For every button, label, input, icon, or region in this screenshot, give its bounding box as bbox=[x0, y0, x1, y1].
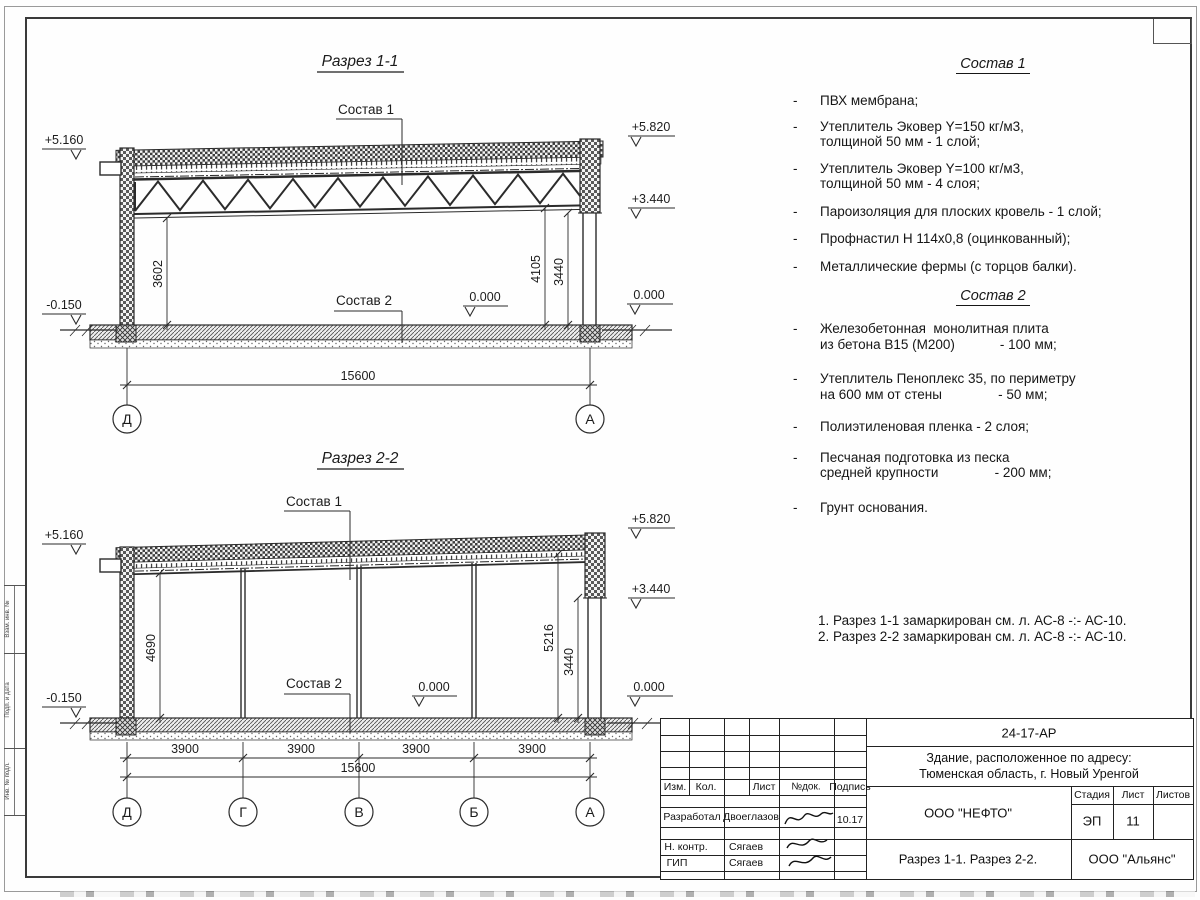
section2-columns bbox=[241, 563, 476, 718]
tb-sheets-label: Листов bbox=[1155, 789, 1191, 801]
dim-3900: 3900 bbox=[518, 742, 546, 756]
axis-bubble-d: Д bbox=[122, 804, 132, 820]
title-block bbox=[660, 718, 1194, 880]
axis-bubble-a: А bbox=[585, 804, 595, 820]
axis-bubble-g: Г bbox=[239, 804, 247, 820]
dim-15600: 15600 bbox=[340, 761, 376, 775]
tb-doc-number: 24-17-АР bbox=[1001, 725, 1057, 741]
section1-title: Разрез 1-1 bbox=[321, 53, 399, 70]
tb-stage-value: ЭП bbox=[1082, 813, 1102, 829]
section1-floor bbox=[60, 325, 672, 348]
section-2-2-drawing bbox=[30, 440, 680, 860]
tb-sheet-label: Лист bbox=[1121, 789, 1145, 801]
dim-3440: 3440 bbox=[552, 258, 566, 286]
list-item: - Утеплитель Эковер Y=100 кг/м3, толщиной 50 мм - 4 слоя; bbox=[793, 160, 1024, 191]
dim-3900: 3900 bbox=[287, 742, 315, 756]
list-item: - Полиэтиленовая пленка - 2 слоя; bbox=[793, 419, 1030, 434]
frame-left-cell bbox=[4, 586, 25, 654]
frame-left-label: Взам. инв. № bbox=[5, 599, 11, 638]
list-item: - ПВХ мембрана; bbox=[793, 93, 919, 108]
dim-3602: 3602 bbox=[151, 260, 165, 288]
dim-4690: 4690 bbox=[144, 634, 158, 662]
section1-roof bbox=[116, 141, 603, 180]
tb-object-line1: Здание, расположенное по адресу: bbox=[926, 751, 1132, 765]
composition-2-list bbox=[793, 288, 1193, 515]
elevation-mark: +5.160 bbox=[44, 133, 84, 147]
tb-col-izm: Изм. bbox=[663, 781, 687, 793]
section1-axis-bubbles bbox=[113, 392, 604, 433]
dim-15600: 15600 bbox=[340, 369, 376, 383]
elevation-mark: +5.820 bbox=[631, 512, 671, 526]
signature-razrabotal bbox=[781, 805, 835, 831]
frame-left-cell bbox=[4, 749, 25, 816]
note-line: 2. Разрез 2-2 замаркирован см. л. АС-8 -:- АС-10. bbox=[818, 629, 1127, 644]
elevation-mark: +5.160 bbox=[44, 528, 84, 542]
elevation-mark: +3.440 bbox=[631, 582, 671, 596]
axis-bubble-a: А bbox=[585, 411, 595, 427]
tb-col-ndok: №док. bbox=[791, 781, 821, 793]
tb-name: Сягаев bbox=[728, 857, 764, 869]
frame-left-cell bbox=[4, 654, 25, 749]
elevation-mark: 0.000 bbox=[469, 290, 501, 304]
tb-contractor: ООО "Альянс" bbox=[1088, 851, 1176, 867]
axis-bubble-b: Б bbox=[469, 804, 479, 820]
note-line: 1. Разрез 1-1 замаркирован см. л. АС-8 -:- АС-10. bbox=[818, 613, 1127, 628]
dim-5216: 5216 bbox=[542, 624, 556, 652]
section2-axis-bubbles bbox=[113, 766, 604, 826]
elevation-mark: 0.000 bbox=[633, 288, 665, 302]
elevation-mark: 0.000 bbox=[418, 680, 450, 694]
list-item: - Песчаная подготовка из песка средней крупности - 200 мм; bbox=[793, 449, 1052, 480]
elevation-mark: -0.150 bbox=[46, 298, 82, 312]
composition-1-list bbox=[793, 56, 1193, 274]
drawing-notes bbox=[818, 613, 1127, 645]
section1-sostav1-label: Состав 1 bbox=[338, 102, 394, 117]
axis-bubble-d: Д bbox=[122, 411, 132, 427]
list-item: - Утеплитель Эковер Y=150 кг/м3, толщиной 50 мм - 1 слой; bbox=[793, 118, 1024, 149]
section1-title-group bbox=[317, 53, 404, 72]
section2-dimensions bbox=[120, 550, 597, 792]
tb-object-line2: Тюменская область, г. Новый Уренгой bbox=[919, 767, 1139, 781]
tb-date: 10.17 bbox=[836, 814, 864, 826]
elevation-mark: 0.000 bbox=[633, 680, 665, 694]
section2-sostav2-label: Состав 2 bbox=[286, 676, 342, 691]
section2-floor bbox=[60, 718, 672, 740]
elevation-mark: -0.150 bbox=[46, 691, 82, 705]
tb-col-kol: Кол. bbox=[695, 781, 717, 793]
elevation-mark: +3.440 bbox=[631, 192, 671, 206]
section2-sostav1-label: Состав 1 bbox=[286, 494, 342, 509]
tb-role: ГИП bbox=[666, 857, 688, 869]
dim-3440: 3440 bbox=[562, 648, 576, 676]
signature-kontrol bbox=[781, 834, 835, 874]
sheet-corner-box bbox=[1153, 19, 1192, 44]
list-item: - Металлические фермы (с торцов балки). bbox=[793, 258, 1077, 274]
tb-drawing-name: Разрез 1-1. Разрез 2-2. bbox=[898, 851, 1038, 867]
list-item: - Профнастил Н 114х0,8 (оцинкованный); bbox=[793, 231, 1071, 246]
section2-leaders bbox=[284, 494, 350, 733]
tb-sheet-value: 11 bbox=[1126, 813, 1140, 829]
scan-artifact-strip bbox=[60, 891, 1195, 897]
frame-left-label: Подп. и дата bbox=[5, 682, 11, 718]
elevation-mark: +5.820 bbox=[631, 120, 671, 134]
tb-name: Двоеглазов bbox=[723, 811, 779, 823]
tb-stage-label: Стадия bbox=[1074, 789, 1110, 801]
dim-3900: 3900 bbox=[171, 742, 199, 756]
tb-role: Разработал bbox=[663, 811, 721, 823]
section1-truss bbox=[130, 173, 590, 218]
tb-company: ООО "НЕФТО" bbox=[924, 805, 1012, 821]
composition-2-title: Состав 2 bbox=[793, 288, 1193, 304]
tb-name: Сягаев bbox=[728, 841, 764, 853]
frame-left-label: Инв. № подл. bbox=[5, 762, 11, 800]
list-item: - Грунт основания. bbox=[793, 499, 928, 515]
list-item: - Пароизоляция для плоских кровель - 1 слой; bbox=[793, 203, 1102, 219]
axis-bubble-b2: В bbox=[354, 804, 364, 820]
list-item: - Железобетонная монолитная плита из бетона В15 (М200) - 100 мм; bbox=[793, 321, 1057, 352]
composition-1-title: Состав 1 bbox=[793, 56, 1193, 72]
section2-title: Разрез 2-2 bbox=[321, 450, 399, 467]
tb-col-list: Лист bbox=[752, 781, 776, 793]
section-1-1-drawing bbox=[30, 40, 680, 440]
tb-col-podpis: Подпись bbox=[829, 781, 871, 793]
section2-title-group bbox=[317, 450, 404, 469]
dim-3900: 3900 bbox=[402, 742, 430, 756]
section1-leaders bbox=[334, 102, 402, 343]
frame-left-strip bbox=[4, 585, 25, 879]
section1-sostav2-label: Состав 2 bbox=[336, 293, 392, 308]
dim-4105: 4105 bbox=[529, 255, 543, 283]
tb-role: Н. контр. bbox=[664, 841, 708, 853]
list-item: - Утеплитель Пеноплекс 35, по периметру на 600 мм от стены - 50 мм; bbox=[793, 371, 1076, 402]
